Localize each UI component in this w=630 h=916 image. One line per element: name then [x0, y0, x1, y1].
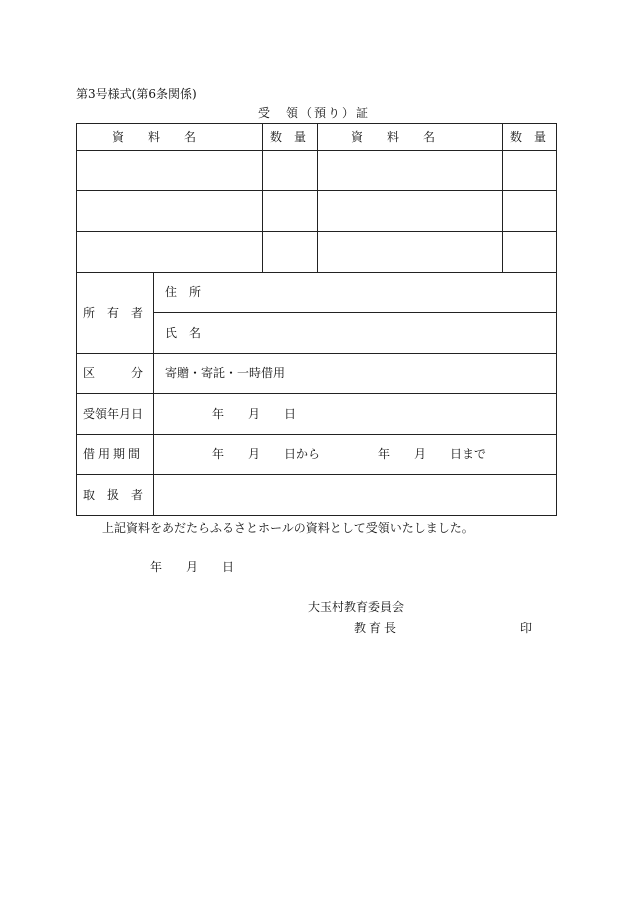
item-cell[interactable]: [318, 151, 502, 190]
name-label: 氏 名: [165, 326, 202, 340]
quantity-cell[interactable]: [503, 191, 556, 231]
col-header-quantity-2: 数 量: [510, 130, 547, 144]
receipt-date-label: 受領年月日: [83, 407, 144, 421]
handler-label: 取 扱 者: [83, 488, 144, 502]
address-label: 住 所: [165, 285, 202, 299]
date-line: 年 月 日: [150, 560, 235, 574]
loan-period-from: 年 月 日から: [212, 447, 321, 461]
item-cell[interactable]: [318, 232, 502, 272]
statement: 上記資料をあだたらふるさとホールの資料として受領いたしました。: [102, 521, 474, 535]
category-value: 寄贈・寄託・一時借用: [165, 366, 286, 380]
loan-period-label: 借用期間: [83, 447, 144, 461]
loan-period-to: 年 月 日まで: [378, 447, 487, 461]
issuer-title: 教育長: [354, 621, 400, 635]
quantity-cell[interactable]: [263, 232, 317, 272]
seal-mark: 印: [520, 621, 533, 635]
category-label: 区 分: [83, 366, 144, 380]
item-cell[interactable]: [77, 151, 262, 190]
quantity-cell[interactable]: [503, 232, 556, 272]
issuer-org: 大玉村教育委員会: [308, 600, 405, 614]
quantity-cell[interactable]: [263, 191, 317, 231]
col-header-material: 資 料 名: [112, 130, 197, 144]
quantity-cell[interactable]: [503, 151, 556, 190]
quantity-cell[interactable]: [263, 151, 317, 190]
col-header-material-2: 資 料 名: [351, 130, 436, 144]
item-cell[interactable]: [318, 191, 502, 231]
item-cell[interactable]: [77, 191, 262, 231]
item-cell[interactable]: [77, 232, 262, 272]
receipt-date-value: 年 月 日: [212, 407, 297, 421]
owner-label: 所 有 者: [83, 306, 144, 320]
form-number: 第3号様式(第6条関係): [76, 87, 197, 101]
document-title: 受 領（預り）証: [258, 106, 371, 120]
col-header-quantity: 数 量: [270, 130, 307, 144]
